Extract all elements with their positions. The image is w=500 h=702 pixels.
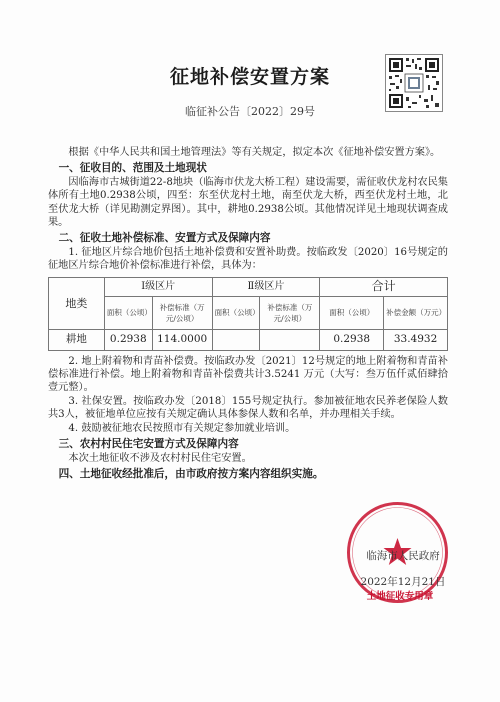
cell-zone2-area [212,329,260,350]
cell-land-type: 耕地 [49,329,105,350]
section-2-item-2: 2. 地上附着物和青苗补偿费。按临政办发〔2021〕12号规定的地上附着物和青苗补偿标准进行补偿。地上附着物和青苗补偿费共计3.5241 万元（大写：叁万伍仟贰佰肆拾壹元整）。 [48,355,448,394]
section-1-paragraph: 因临海市古城街道22-8地块（临海市伏龙大桥工程）建设需要，需征收伏龙村农民集体所有土地0.2938公顷，四至：东至伏龙村土地，南至伏龙大桥，西至伏龙村土地，北至伏龙大桥（详见勘测定界图）。其中，耕地0.2938公顷。其他情况详见土地现状调查成果。 [48,176,448,229]
table-row [49,329,448,350]
document-body [48,146,448,481]
stamp-label: 土地征收专用章 [366,591,434,602]
signing-date: 2022年12月21日 [360,576,446,588]
compensation-table [48,277,448,351]
table-subheader-area: 面积（公顷） [212,296,260,329]
qr-code-icon[interactable] [385,54,443,112]
section-heading-3: 三、农村村民住宅安置方式及保障内容 [58,438,239,451]
table-subheader-standard: 补偿标准（万元/公顷） [152,296,212,329]
cell-zone2-standard [260,329,320,350]
signing-organization: 临海市人民政府 [366,550,440,562]
table-header-total: 合计 [320,277,448,296]
section-heading-2: 二、征收土地补偿标准、安置方式及保障内容 [58,232,271,245]
table-subheader-area: 面积（公顷） [320,296,384,329]
qr-code-graphic [386,55,442,111]
document-title: 征地补偿安置方案 [169,66,330,88]
section-heading-4: 四、土地征收经批准后，由市政府按方案内容组织实施。 [58,467,324,480]
table-header-land-type: 地类 [49,277,105,329]
table-subheader-area: 面积（公顷） [104,296,152,329]
section-2-item-3: 3. 社保安置。按临政办发〔2018〕155号规定执行。参加被征地农民养老保险人数共3人，被征地单位应按有关规定确认具体参保人数和名单，并办理相关手续。 [48,395,448,421]
cell-zone1-area: 0.2938 [104,329,152,350]
table-header-zone1: Ⅰ级区片 [104,277,212,296]
section-3-paragraph: 本次土地征收不涉及农村村民住宅安置。 [68,452,252,464]
table-subheader-standard: 补偿标准（万元/公顷） [260,296,320,329]
cell-total-amount: 33.4932 [384,329,448,350]
cell-zone1-standard: 114.0000 [152,329,212,350]
section-2-item-1: 1. 征地区片综合地价包括土地补偿费和安置补助费。按临政发〔2020〕16号规定的征地区片综合地价补偿标准进行补偿，具体为： [48,246,448,272]
section-2-item-4: 4. 鼓励被征地农民按照市有关规定参加就业培训。 [68,422,296,434]
section-heading-1: 一、征收目的、范围及土地现状 [58,162,207,175]
cell-total-area: 0.2938 [320,329,384,350]
intro-paragraph: 根据《中华人民共和国土地管理法》等有关规定，拟定本次《征地补偿安置方案》。 [68,147,441,158]
table-header-zone2: Ⅱ级区片 [212,277,320,296]
table-subheader-amount: 补偿金额（万元） [384,296,448,329]
document-number: 临征补公告〔2022〕29号 [185,105,315,118]
